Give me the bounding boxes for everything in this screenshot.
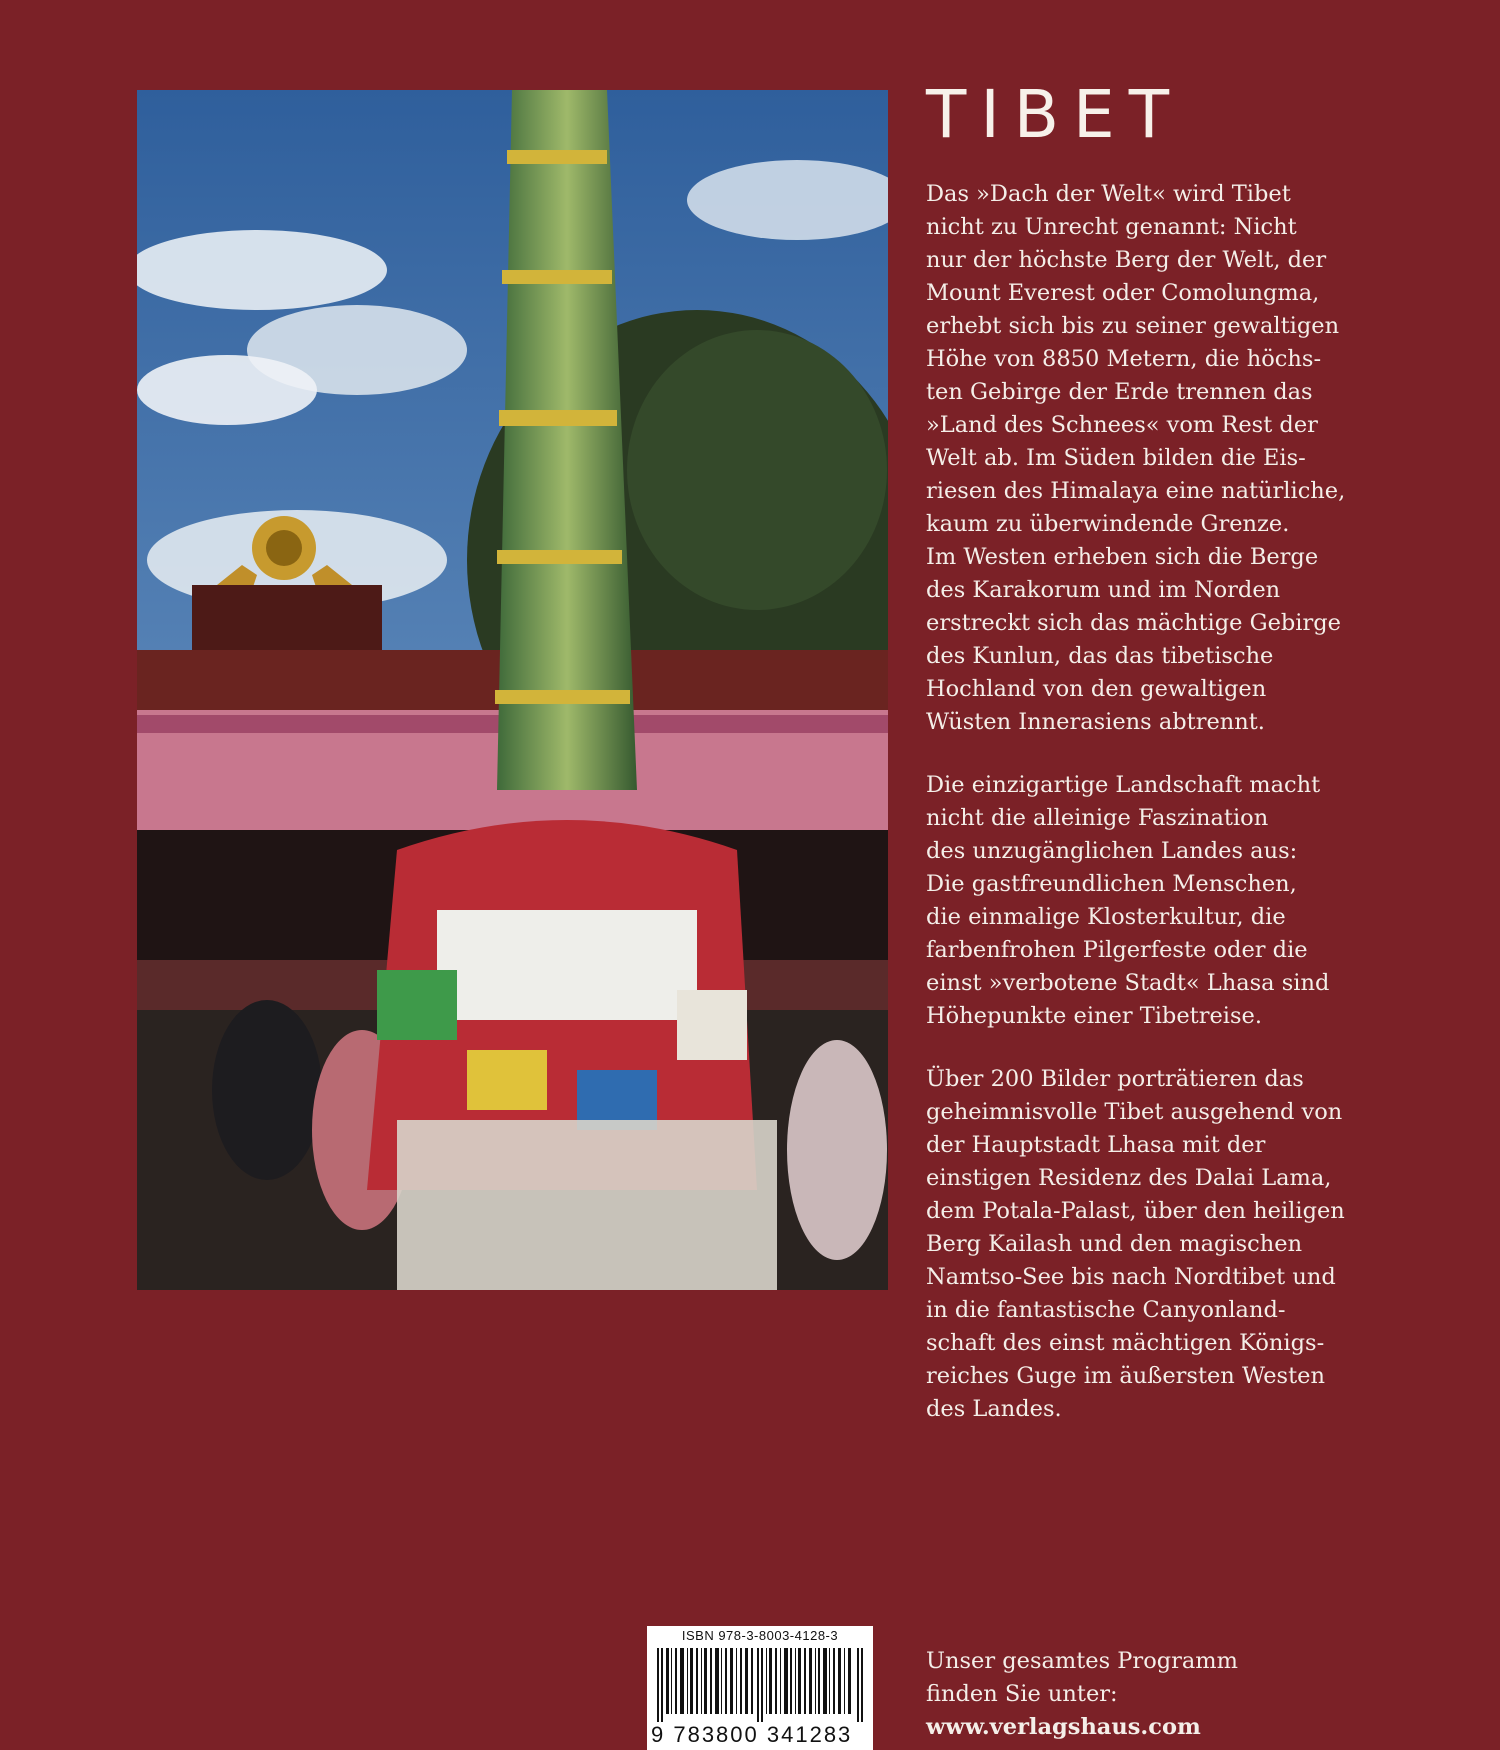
blurb <box>926 178 1386 1456</box>
blurb-paragraph-2: Die einzigartige Landschaft macht nicht die alleinige Faszination des unzugänglichen Landes aus: Die gastfreundlichen Menschen, die einmalige Klosterkultur, die farbenfrohen Pilgerfeste oder die einst »verbotene Stadt« Lhasa sind Höhepunkte einer Tibetreise. <box>926 772 1330 1029</box>
isbn-label: ISBN 978-3-8003-4128-3 <box>681 1628 839 1643</box>
ean-digits: 9 783800 341283 <box>651 1722 853 1747</box>
book-title: TIBET <box>926 76 1184 153</box>
blurb-paragraph-3: Über 200 Bilder porträtieren das geheimnisvolle Tibet ausgehend von der Hauptstadt Lhasa mit der einstigen Residenz des Dalai Lama, dem Potala-Palast, über den heiligen Berg Kailash und den magischen Namtso-See bis nach Nordtibet und in die fantastische Canyonland- schaft des einst mächtigen Königs- reiches Guge im äußersten Westen des Landes. <box>926 1066 1345 1422</box>
cover-photo <box>137 90 888 1290</box>
blurb-paragraph-1: Das »Dach der Welt« wird Tibet nicht zu Unrecht genannt: Nicht nur der höchste Berg der Welt, der Mount Everest oder Comolungma, erhebt sich bis zu seiner gewaltigen Höhe von 8850 Metern, die höchs- ten Gebirge der Erde trennen das »Land des Schnees« vom Rest der Welt ab. Im Süden bilden die Eis- riesen des Himalaya eine natürliche, kaum zu überwindende Grenze. Im Westen erheben sich die Berge des Karakorum und im Norden erstreckt sich das mächtige Gebirge des Kunlun, das das tibetische Hochland von den gewaltigen Wüsten Innerasiens abtrennt. <box>926 181 1346 735</box>
order-info <box>926 1645 1406 1744</box>
order-info-line-1: Unser gesamtes Programm <box>926 1648 1238 1674</box>
prayer-pole-photo <box>137 90 888 1290</box>
barcode-bars <box>657 1648 863 1722</box>
isbn-barcode <box>647 1626 873 1750</box>
order-info-line-2: finden Sie unter: <box>926 1681 1118 1707</box>
publisher-website-link[interactable]: www.verlagshaus.com <box>926 1714 1201 1740</box>
